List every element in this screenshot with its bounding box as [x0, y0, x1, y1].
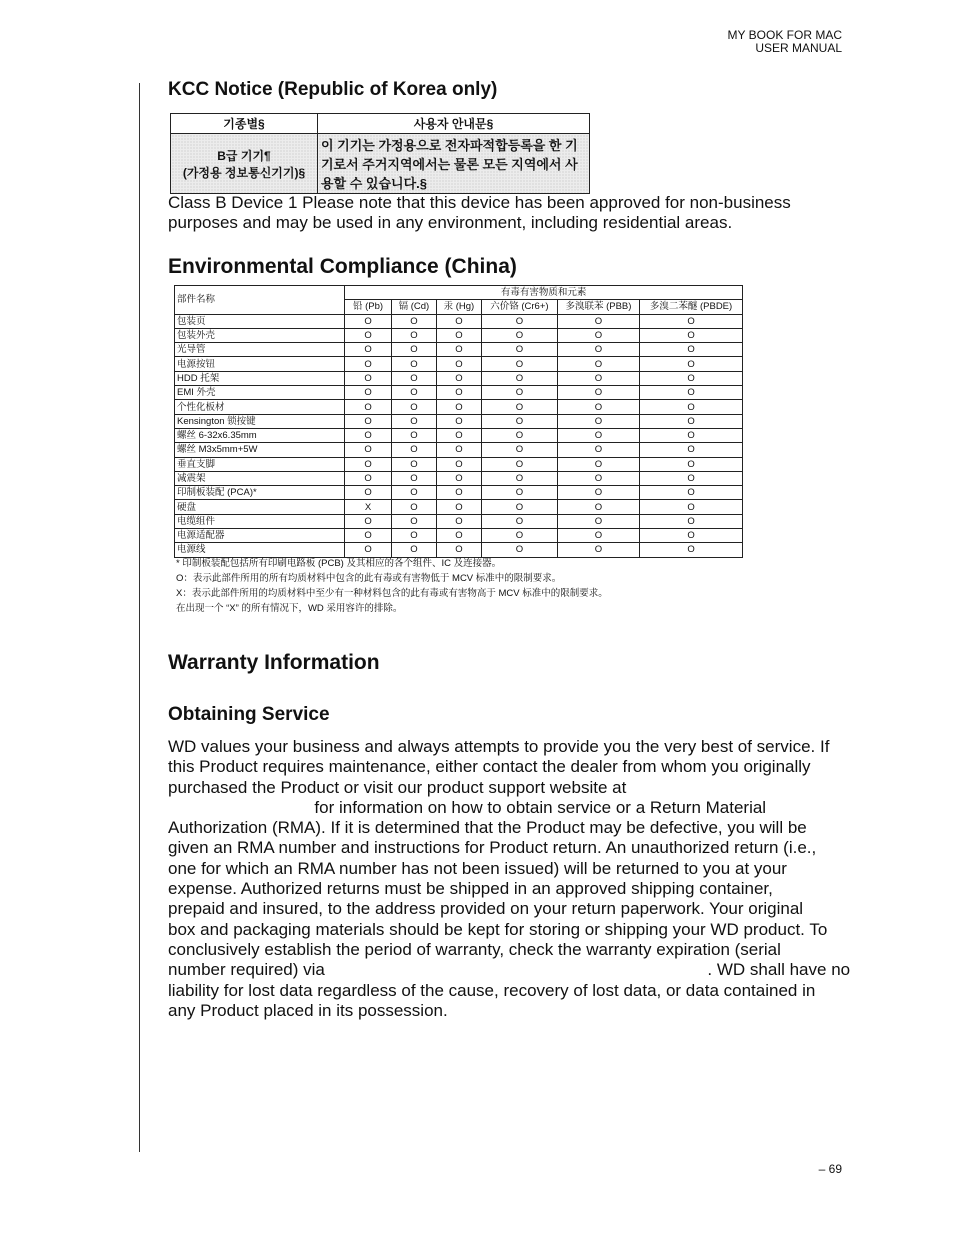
part-name: EMI 外壳: [175, 386, 345, 400]
substance-value: O: [640, 328, 743, 342]
table-row: [175, 343, 743, 357]
table-row: [175, 314, 743, 328]
part-name: 螺丝 6-32x6.35mm: [175, 428, 345, 442]
substance-value: O: [557, 514, 639, 528]
part-name: 电源线: [175, 543, 345, 557]
substance-value: O: [481, 386, 557, 400]
substance-value: O: [436, 328, 481, 342]
note: * 印制板装配包括所有印刷电路板 (PCB) 及其相应的各个组件、IC 及连接器。: [176, 558, 502, 569]
substance-header: 多溴联苯 (PBB): [557, 300, 639, 314]
header-line: USER MANUAL: [755, 41, 842, 55]
substance-value: O: [557, 443, 639, 457]
substance-value: O: [345, 414, 392, 428]
substance-value: O: [640, 529, 743, 543]
substance-value: O: [481, 486, 557, 500]
substance-value: O: [557, 543, 639, 557]
warranty-heading: Warranty Information: [168, 651, 380, 674]
substance-value: O: [436, 386, 481, 400]
table-row: [175, 371, 743, 385]
page-number: – 69: [818, 1162, 842, 1176]
note: 在出现一个 “X” 的所有情况下，WD 采用容许的排除。: [176, 603, 403, 614]
substance-value: X: [345, 500, 392, 514]
obtaining-service-heading: Obtaining Service: [168, 704, 330, 725]
table-row: [175, 428, 743, 442]
substance-value: O: [345, 400, 392, 414]
substance-value: O: [345, 457, 392, 471]
substance-value: O: [436, 400, 481, 414]
substance-value: O: [481, 414, 557, 428]
table-row: [175, 543, 743, 557]
note: O：表示此部件所用的所有均质材料中包含的此有毒或有害物低于 MCV 标准中的限制要求。: [176, 573, 562, 584]
substance-value: O: [481, 471, 557, 485]
substance-value: O: [481, 400, 557, 414]
kcc-header: 사용자 안내문§: [318, 114, 590, 134]
substance-value: O: [557, 371, 639, 385]
substance-value: O: [557, 357, 639, 371]
substance-value: O: [391, 314, 436, 328]
part-name: 个性化板材: [175, 400, 345, 414]
substance-value: O: [640, 486, 743, 500]
substance-value: O: [557, 500, 639, 514]
substance-header: 多溴二苯醚 (PBDE): [640, 300, 743, 314]
kcc-text: Class B Device 1 Please note that this device has been approved for non-business purposes and may be used in any environment, including residential areas.: [168, 193, 791, 233]
substance-value: O: [557, 471, 639, 485]
substance-value: O: [640, 414, 743, 428]
substance-value: O: [391, 514, 436, 528]
substance-header: 六价铬 (Cr6+): [481, 300, 557, 314]
china-notes: [176, 556, 608, 616]
substance-value: O: [345, 543, 392, 557]
substance-value: O: [391, 486, 436, 500]
part-name: 包装外壳: [175, 328, 345, 342]
substance-value: O: [345, 314, 392, 328]
kcc-table: [170, 113, 590, 194]
substance-value: O: [345, 328, 392, 342]
substance-value: O: [391, 428, 436, 442]
substance-value: O: [640, 457, 743, 471]
table-row: [175, 357, 743, 371]
substance-value: O: [481, 343, 557, 357]
substance-value: O: [640, 386, 743, 400]
substance-value: O: [345, 343, 392, 357]
substance-value: O: [345, 471, 392, 485]
china-heading: Environmental Compliance (China): [168, 255, 517, 278]
substance-value: O: [481, 328, 557, 342]
substance-value: O: [436, 471, 481, 485]
substance-value: O: [481, 371, 557, 385]
table-row: [175, 514, 743, 528]
substance-value: O: [557, 457, 639, 471]
col-name-header: 部件名称: [175, 286, 345, 315]
part-name: 减震架: [175, 471, 345, 485]
table-row: [175, 500, 743, 514]
kcc-class-cell: [171, 134, 318, 194]
substance-header: 汞 (Hg): [436, 300, 481, 314]
kcc-class-desc: (가정용 정보통신기기)§: [182, 165, 306, 180]
table-row: [175, 386, 743, 400]
substance-value: O: [640, 428, 743, 442]
part-name: 印制板装配 (PCA)*: [175, 486, 345, 500]
substance-value: O: [391, 400, 436, 414]
table-row: [175, 400, 743, 414]
substance-value: O: [557, 414, 639, 428]
header-line: MY BOOK FOR MAC: [727, 28, 842, 42]
warranty-text: WD values your business and always attempts to provide you the very best of service. If this Product requires maintenance, either contact the dealer from whom you originally purchased the Product or visit our product support website at for information on how to obtain service or a Return Material Authorization (RMA). If it is determined that the Product may be defective, you will be given an RMA number and instructions for Product return. An unauthorized return (i.e., one for which an RMA number has not been issued) will be returned to you at your expense. Authorized returns must be shipped in an approved shipping container, prepaid and insured, to the address provided on your return paperwork. Your original box and packaging materials should be kept for storing or shipping your WD product. To conclusively establish the period of warranty, check the warranty expiration (serial number required) via . WD shall have no liability for lost data regardless of the cause, recovery of lost data, or data contained in any Product placed in its possession.: [168, 737, 851, 1020]
substance-value: O: [391, 357, 436, 371]
substance-value: O: [640, 357, 743, 371]
substance-value: O: [436, 500, 481, 514]
substance-value: O: [557, 328, 639, 342]
substance-value: O: [481, 514, 557, 528]
group-header: 有毒有害物质和元素: [345, 286, 743, 300]
substance-value: O: [436, 428, 481, 442]
table-row: [175, 414, 743, 428]
substance-value: O: [436, 486, 481, 500]
substance-value: O: [481, 428, 557, 442]
table-row: [175, 457, 743, 471]
substance-value: O: [481, 357, 557, 371]
kcc-notice-cell: 이 기기는 가정용으로 전자파적합등록을 한 기기로서 주거지역에서는 물론 모든 지역에서 사용할 수 있습니다.§: [318, 134, 590, 194]
kcc-header: 기종별§: [171, 114, 318, 134]
substance-value: O: [640, 400, 743, 414]
part-name: 电源按钮: [175, 357, 345, 371]
part-name: Kensington 锁按键: [175, 414, 345, 428]
substance-value: O: [640, 514, 743, 528]
substance-value: O: [391, 371, 436, 385]
part-name: HDD 托架: [175, 371, 345, 385]
part-name: 垂直支脚: [175, 457, 345, 471]
substance-value: O: [345, 357, 392, 371]
substance-value: O: [391, 471, 436, 485]
substance-value: O: [640, 371, 743, 385]
substance-value: O: [436, 314, 481, 328]
substance-value: O: [345, 371, 392, 385]
substance-value: O: [345, 529, 392, 543]
substance-value: O: [640, 471, 743, 485]
substance-value: O: [345, 514, 392, 528]
substance-value: O: [640, 343, 743, 357]
substance-value: O: [391, 343, 436, 357]
substance-value: O: [436, 357, 481, 371]
substance-value: O: [481, 529, 557, 543]
substance-value: O: [481, 543, 557, 557]
part-name: 电缆组件: [175, 514, 345, 528]
substance-value: O: [345, 486, 392, 500]
substance-value: O: [436, 371, 481, 385]
substance-value: O: [436, 457, 481, 471]
substance-value: O: [345, 428, 392, 442]
running-header: [728, 29, 842, 55]
substance-value: O: [557, 386, 639, 400]
part-name: 光导管: [175, 343, 345, 357]
table-row: [175, 471, 743, 485]
substance-value: O: [436, 514, 481, 528]
substance-value: O: [391, 543, 436, 557]
substance-value: O: [345, 443, 392, 457]
substance-value: O: [436, 414, 481, 428]
substance-value: O: [391, 457, 436, 471]
table-row: [175, 486, 743, 500]
substance-value: O: [345, 386, 392, 400]
substance-value: O: [557, 314, 639, 328]
substance-value: O: [557, 343, 639, 357]
substance-value: O: [391, 443, 436, 457]
substance-value: O: [557, 428, 639, 442]
substance-value: O: [481, 500, 557, 514]
substance-value: O: [640, 314, 743, 328]
substance-value: O: [436, 543, 481, 557]
substance-value: O: [436, 343, 481, 357]
substance-value: O: [391, 529, 436, 543]
substance-value: O: [391, 328, 436, 342]
substance-value: O: [436, 443, 481, 457]
table-row: [175, 443, 743, 457]
substance-value: O: [481, 457, 557, 471]
part-name: 电源适配器: [175, 529, 345, 543]
substance-value: O: [557, 486, 639, 500]
substance-value: O: [640, 500, 743, 514]
substance-header: 镉 (Cd): [391, 300, 436, 314]
margin-rule: [139, 83, 140, 1152]
kcc-heading: KCC Notice (Republic of Korea only): [168, 79, 498, 100]
substance-value: O: [640, 443, 743, 457]
note: X：表示此部件所用的均质材料中至少有一种材料包含的此有毒或有害物高于 MCV 标准中的限制要求。: [176, 588, 608, 599]
substance-value: O: [436, 529, 481, 543]
part-name: 硬盘: [175, 500, 345, 514]
substance-header: 铅 (Pb): [345, 300, 392, 314]
substance-value: O: [481, 314, 557, 328]
china-table: [174, 285, 743, 558]
table-row: [175, 328, 743, 342]
part-name: 螺丝 M3x5mm+5W: [175, 443, 345, 457]
substance-value: O: [391, 414, 436, 428]
table-row: [175, 529, 743, 543]
substance-value: O: [481, 443, 557, 457]
substance-value: O: [557, 400, 639, 414]
kcc-class: B급 기기¶: [217, 148, 271, 163]
substance-value: O: [557, 529, 639, 543]
part-name: 包装页: [175, 314, 345, 328]
substance-value: O: [391, 500, 436, 514]
substance-value: O: [391, 386, 436, 400]
substance-value: O: [640, 543, 743, 557]
